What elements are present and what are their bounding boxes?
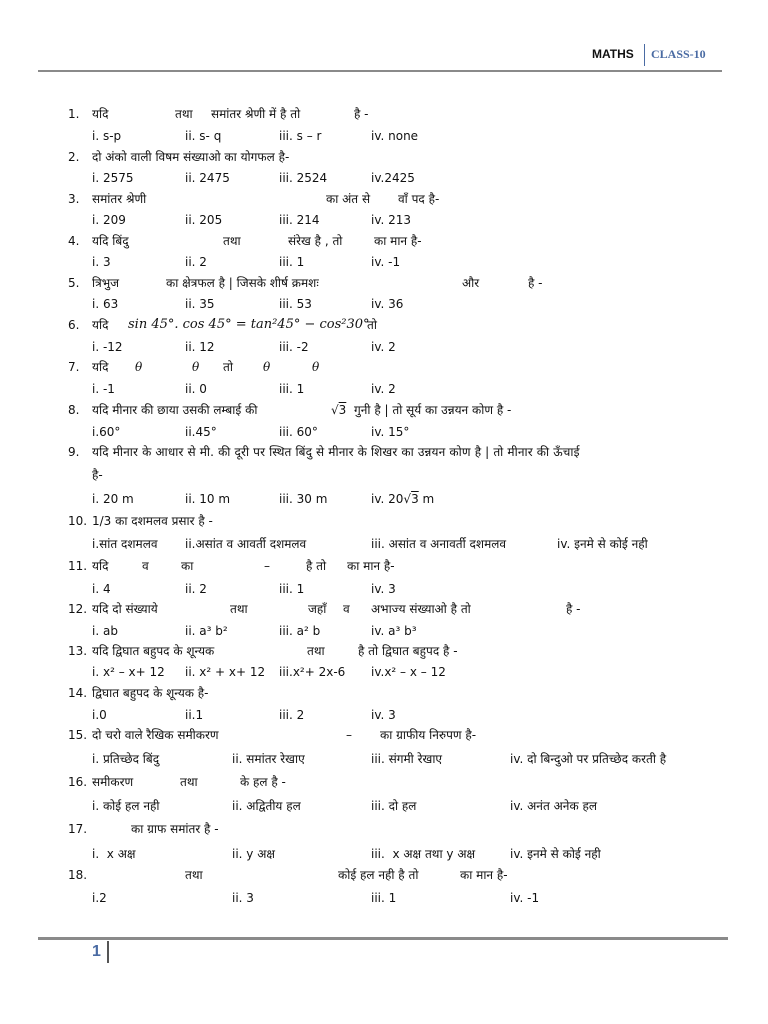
question-8: 8. यदि मीनार की छाया उसकी लम्बाई की √3 गुनी है | तो सूर्य का उन्नयन कोण है - [68, 403, 512, 417]
q8-option-3: iii. 60° [279, 425, 318, 439]
q18-option-2: ii. 3 [232, 891, 254, 905]
q7-option-4: iv. 2 [371, 382, 396, 396]
q12-option-2: ii. a³ b² [185, 624, 228, 638]
q4-option-4: iv. -1 [371, 255, 401, 269]
q2-option-4: iv.2425 [371, 171, 415, 185]
q4-option-3: iii. 1 [279, 255, 305, 269]
question-5: 5. त्रिभुज का क्षेत्रफल है | जिसके शीर्ष क्रमशः और है - [68, 276, 543, 290]
q15-option-3: iii. संगमी रेखाए [371, 752, 443, 766]
q1-option-2: ii. s- q [185, 129, 222, 143]
question-16: 16. समीकरण तथा के हल है - [68, 775, 286, 789]
q3-option-4: iv. 213 [371, 213, 412, 227]
q14-option-4: iv. 3 [371, 708, 396, 722]
footer-rule [38, 937, 728, 940]
trig-equation: sin 45°. cos 45° = tan²45° − cos²30° [128, 317, 370, 332]
question-18: 18. तथा कोई हल नही है तो का मान है- [68, 868, 508, 882]
q10-option-1: i.सांत दशमलव [92, 537, 158, 551]
question-2: 2. दो अंको वाली विषम संख्याओ का योगफल है- [68, 150, 290, 164]
q5-option-3: iii. 53 [279, 297, 312, 311]
header-rule [38, 70, 722, 72]
q6-option-3: iii. -2 [279, 340, 309, 354]
q8-option-4: iv. 15° [371, 425, 410, 439]
question-11: 11. यदि व का – है तो का मान है- [68, 559, 395, 573]
q11-option-1: i. 4 [92, 582, 111, 596]
question-13: 13. यदि द्विघात बहुपद के शून्यक तथा है तो द्विघात बहुपद है - [68, 644, 458, 658]
q16-option-1: i. कोई हल नही [92, 799, 160, 813]
q15-option-4: iv. दो बिन्दुओ पर प्रतिच्छेद करती है [510, 752, 667, 766]
q6-option-1: i. -12 [92, 340, 123, 354]
q14-option-2: ii.1 [185, 708, 204, 722]
q4-option-2: ii. 2 [185, 255, 207, 269]
q6-option-2: ii. 12 [185, 340, 215, 354]
question-7: 7. यदि θ θ तो θ θ [68, 360, 320, 374]
q5-option-4: iv. 36 [371, 297, 404, 311]
question-17: 17. का ग्राफ समांतर है - [68, 822, 219, 836]
question-9: 9. यदि मीनार के आधार से मी. की दूरी पर स्थित बिंदु से मीनार के शिखर का उन्नयन कोण है | तो मीनार की ऊँचाई [68, 445, 580, 459]
q11-option-3: iii. 1 [279, 582, 305, 596]
q12-option-1: i. ab [92, 624, 118, 638]
question-4: 4. यदि बिंदु तथा संरेख है , तो का मान है- [68, 234, 422, 248]
q17-option-2: ii. y अक्ष [232, 847, 275, 861]
q11-option-4: iv. 3 [371, 582, 396, 596]
q9-option-3: iii. 30 m [279, 492, 328, 506]
q3-option-2: ii. 205 [185, 213, 223, 227]
q10-option-4: iv. इनमे से कोई नही [557, 537, 648, 551]
q13-option-3: iii.x²+ 2x-6 [279, 665, 346, 679]
q11-option-2: ii. 2 [185, 582, 207, 596]
q1-option-1: i. s-p [92, 129, 122, 143]
q15-option-1: i. प्रतिच्छेद बिंदु [92, 752, 160, 766]
header-divider [644, 44, 645, 66]
q16-option-4: iv. अनंत अनेक हल [510, 799, 597, 813]
q8-option-2: ii.45° [185, 425, 217, 439]
q9-option-2: ii. 10 m [185, 492, 231, 506]
subject-label: MATHS [592, 47, 634, 61]
q3-option-1: i. 209 [92, 213, 126, 227]
q7-option-1: i. -1 [92, 382, 115, 396]
question-1: 1. यदि तथा समांतर श्रेणी में है तो है - [68, 107, 369, 121]
question-12: 12. यदि दो संख्याये तथा जहाँ व अभाज्य संख्याओ है तो है - [68, 602, 581, 616]
q18-option-3: iii. 1 [371, 891, 397, 905]
q16-option-3: iii. दो हल [371, 799, 417, 813]
q17-option-4: iv. इनमे से कोई नही [510, 847, 601, 861]
q3-option-3: iii. 214 [279, 213, 320, 227]
q18-option-4: iv. -1 [510, 891, 540, 905]
q9-option-1: i. 20 m [92, 492, 134, 506]
q14-option-3: iii. 2 [279, 708, 305, 722]
page-number: 1 [92, 943, 101, 960]
q15-option-2: ii. समांतर रेखाए [232, 752, 305, 766]
q4-option-1: i. 3 [92, 255, 111, 269]
q2-option-3: iii. 2524 [279, 171, 328, 185]
question-6: 6. यदि sin 45°. cos 45° = tan²45° − cos²30° तो [68, 317, 377, 332]
q6-option-4: iv. 2 [371, 340, 396, 354]
q16-option-2: ii. अद्वितीय हल [232, 799, 301, 813]
page-number-bar [107, 941, 109, 963]
q13-option-1: i. x² – x+ 12 [92, 665, 165, 679]
q17-option-1: i. x अक्ष [92, 847, 136, 861]
q17-option-3: iii. x अक्ष तथा y अक्ष [371, 847, 476, 861]
question-14: 14. द्विघात बहुपद के शून्यक है- [68, 686, 209, 700]
question-10: 10. 1/3 का दशमलव प्रसार है - [68, 514, 213, 528]
q5-option-2: ii. 35 [185, 297, 215, 311]
class-label: CLASS-10 [651, 47, 706, 61]
q13-option-2: ii. x² + x+ 12 [185, 665, 266, 679]
q10-option-2: ii.असांत व आवर्ती दशमलव [185, 537, 307, 551]
q1-option-4: iv. none [371, 129, 419, 143]
q7-option-2: ii. 0 [185, 382, 207, 396]
question-3: 3. समांतर श्रेणी का अंत से वाँ पद है- [68, 192, 440, 206]
q8-option-1: i.60° [92, 425, 121, 439]
q12-option-4: iv. a³ b³ [371, 624, 417, 638]
q13-option-4: iv.x² – x – 12 [371, 665, 446, 679]
q14-option-1: i.0 [92, 708, 107, 722]
question-15: 15. दो चरो वाले रैखिक समीकरण – का ग्राफीय निरुपण है- [68, 728, 477, 742]
q9-option-4: iv. 20√3 m [371, 492, 435, 506]
q18-option-1: i.2 [92, 891, 107, 905]
q10-option-3: iii. असांत व अनावर्ती दशमलव [371, 537, 507, 551]
q2-option-2: ii. 2475 [185, 171, 230, 185]
question-9-cont: है- [92, 468, 103, 482]
sqrt-sign: √3 [331, 403, 347, 417]
q2-option-1: i. 2575 [92, 171, 134, 185]
q5-option-1: i. 63 [92, 297, 119, 311]
q7-option-3: iii. 1 [279, 382, 305, 396]
q1-option-3: iii. s – r [279, 129, 322, 143]
q12-option-3: iii. a² b [279, 624, 321, 638]
